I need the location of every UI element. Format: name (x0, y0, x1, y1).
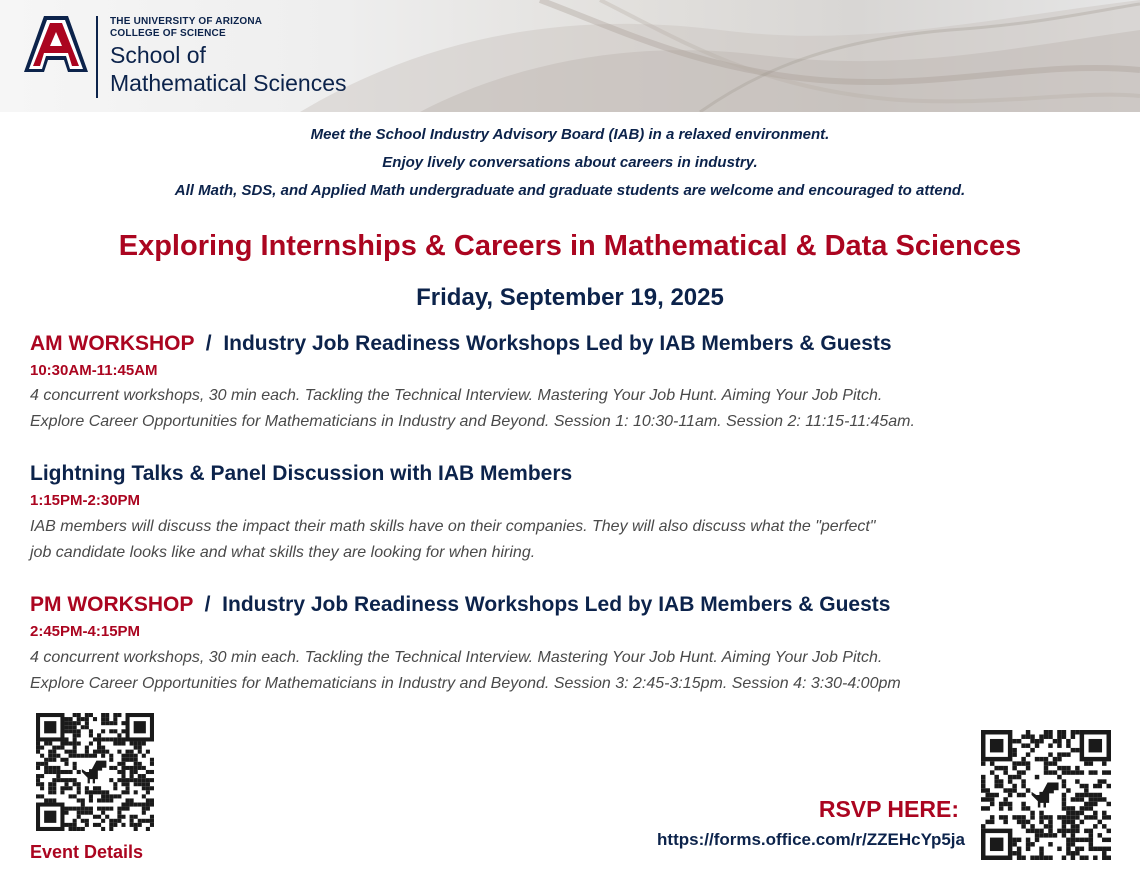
intro-line-1: Meet the School Industry Advisory Board (IAB) in a relaxed environment. (310, 126, 830, 143)
rsvp-label: RSVP HERE: (818, 796, 959, 822)
event-title: Exploring Internships & Careers in Mathematical & Data Sciences (118, 230, 1022, 262)
am-workshop-title: Industry Job Readiness Workshops Led by IAB Members & Guests (223, 332, 892, 355)
school-name-line2: Mathematical Sciences (110, 70, 347, 96)
qr-code-rsvp-icon[interactable] (981, 730, 1111, 860)
heading-separator: / (192, 593, 223, 616)
lightning-talks-desc-1: IAB members will discuss the impact their math skills have on their companies. They will also discuss what the "perfect" (30, 518, 876, 535)
pm-workshop-title: Industry Job Readiness Workshops Led by IAB Members & Guests (222, 593, 891, 616)
am-workshop-label: AM WORKSHOP (30, 332, 195, 355)
event-date: Friday, September 19, 2025 (416, 284, 724, 311)
am-workshop-time: 10:30AM-11:45AM (30, 362, 158, 379)
lightning-talks-time: 1:15PM-2:30PM (30, 492, 141, 509)
qr-code-event-details-icon[interactable] (36, 713, 154, 831)
rsvp-url-link[interactable]: https://forms.office.com/r/ZZEHcYp5ja (657, 830, 965, 849)
college-name: COLLEGE OF SCIENCE (110, 28, 226, 39)
pm-workshop-desc-1: 4 concurrent workshops, 30 min each. Tackling the Technical Interview. Mastering Your Job Hunt. Aiming Your Job Pitch. (30, 649, 883, 666)
intro-line-3: All Math, SDS, and Applied Math undergraduate and graduate students are welcome and encouraged to attend. (174, 182, 966, 199)
pm-workshop-heading (30, 593, 890, 617)
am-workshop-desc-2: Explore Career Opportunities for Mathematicians in Industry and Beyond. Session 1: 10:30-11am. Session 2: 11:15-11:45am. (30, 413, 915, 430)
heading-separator: / (194, 332, 224, 355)
logo-divider (96, 16, 98, 98)
pm-workshop-time: 2:45PM-4:15PM (30, 623, 141, 640)
pm-workshop-label: PM WORKSHOP (30, 593, 193, 616)
am-workshop-heading (30, 332, 892, 356)
lightning-talks-heading: Lightning Talks & Panel Discussion with IAB Members (30, 462, 573, 485)
am-workshop-desc-1: 4 concurrent workshops, 30 min each. Tackling the Technical Interview. Mastering Your Job Hunt. Aiming Your Job Pitch. (30, 387, 883, 404)
event-details-label: Event Details (30, 842, 144, 862)
lightning-talks-desc-2: job candidate looks like and what skills they are looking for when hiring. (30, 544, 536, 561)
intro-line-2: Enjoy lively conversations about careers in industry. (382, 154, 758, 171)
header-banner (0, 0, 1140, 112)
pm-workshop-desc-2: Explore Career Opportunities for Mathematicians in Industry and Beyond. Session 3: 2:45-3:15pm. Session 4: 3:30-4:00pm (30, 675, 901, 692)
university-a-logo-icon (22, 14, 90, 76)
university-name: THE UNIVERSITY OF ARIZONA (110, 16, 263, 27)
school-name-line1: School of (110, 42, 206, 68)
